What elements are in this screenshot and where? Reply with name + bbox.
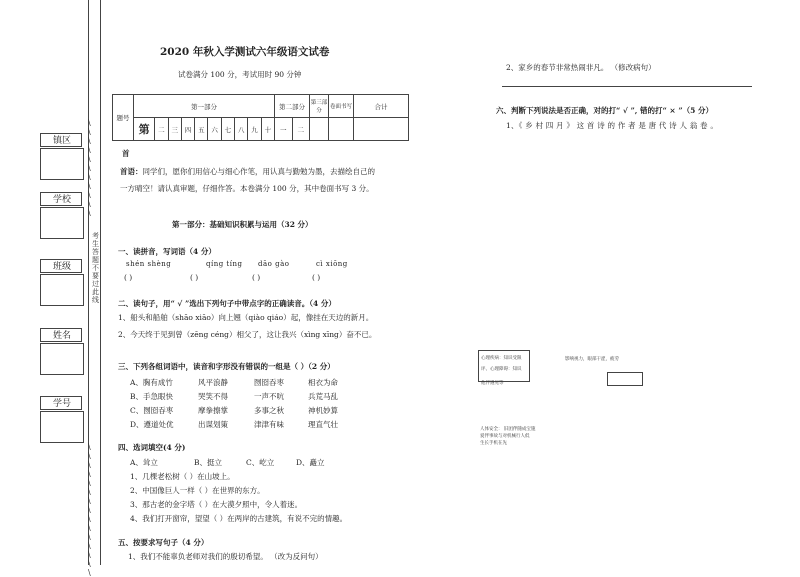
score-table-cell[interactable] — [329, 118, 354, 141]
q1-answer-blank[interactable]: ( ) — [124, 273, 133, 282]
score-table-num: 九 — [248, 118, 261, 141]
q1-pinyin: qíng tíng — [206, 260, 243, 268]
q1-answer-blank[interactable]: ( ) — [252, 273, 261, 282]
option-word: 风平浪静 — [198, 378, 228, 387]
q5-heading: 五、按要求写句子（4 分） — [118, 538, 209, 547]
preface-label: 首语： — [120, 167, 143, 176]
option-word: B、手急眼快 — [130, 392, 174, 401]
field-label-school: 学校 — [40, 192, 82, 206]
score-table-num: 十 — [261, 118, 274, 141]
score-table-part1: 第一部分 — [134, 95, 275, 118]
score-table-neat: 卷面书写 — [329, 95, 354, 118]
option-word: 多事之秋 — [254, 406, 284, 415]
option-word: A、胸有成竹 — [130, 378, 173, 387]
q2-line1: 1、船头和船舶（shāo xiāo）向上翘（qiào qiáo）起，像挂在天边的新月。 — [118, 313, 374, 322]
page-title: 2020 年秋入学测试六年级语文试卷 — [160, 46, 330, 58]
option-word: 相衣为命 — [308, 378, 338, 387]
option-word: 神机妙算 — [308, 406, 338, 415]
score-table-num: 八 — [235, 118, 248, 141]
score-table-total: 合计 — [354, 95, 409, 118]
q4-choice: A、耸立 — [130, 458, 158, 467]
score-table-num: 四 — [181, 118, 194, 141]
diagram-text: 他伴遇见等 — [481, 381, 504, 386]
q1-answer-blank[interactable]: ( ) — [312, 273, 321, 282]
q3-heading: 三、下列各组词语中，读音和字形没有错误的一组是（ ）（2 分） — [118, 362, 335, 371]
q2-line2: 2、今天终于见到曾（zēng céng）相父了，这让我兴（xìng xīng）奋不已。 — [118, 330, 377, 339]
option-word: 摩拳擦掌 — [198, 406, 228, 415]
field-label-name: 姓名 — [40, 328, 82, 342]
preface-line1 — [120, 166, 375, 177]
diagram-text: 爱伴事故与对机械行人低 — [480, 434, 530, 439]
score-table-num: 二 — [292, 118, 310, 141]
score-table-cell[interactable] — [310, 118, 329, 141]
diagram-box — [607, 372, 643, 386]
q1-pinyin: shén shèng — [126, 260, 172, 268]
q1-pinyin: cì xiōng — [316, 260, 348, 268]
option-word: 一声不吭 — [254, 392, 284, 401]
diagram-text: 影响视力，眼部干涩，疲劳 — [565, 357, 619, 362]
q4-line: 2、中国像巨人一样（ ）在世界的东方。 — [130, 486, 265, 495]
right-line2: 2、家乡的春节非常热闹非凡。 （修改病句） — [506, 63, 656, 72]
score-table-part2: 第二部分 — [275, 95, 310, 118]
option-word: 津津有味 — [254, 420, 284, 429]
field-box-town[interactable] — [40, 148, 84, 180]
part1-heading: 第一部分：基础知识积累与运用（32 分） — [172, 220, 313, 229]
option-word: 哭笑不得 — [198, 392, 228, 401]
q3-option-a[interactable] — [130, 377, 173, 388]
page-subtitle: 试卷满分 100 分，考试用时 90 分钟 — [178, 70, 302, 79]
q4-choice: C、屹立 — [246, 458, 275, 467]
answer-line[interactable] — [502, 86, 752, 87]
score-table-part3: 第三部分 — [310, 95, 329, 118]
q3-option-c[interactable] — [130, 405, 173, 416]
q6-line1: 1、《 乡 村 四 月 》 这 首 诗 的 作 者 是 唐 代 诗 人 翁 卷 。 — [506, 121, 719, 130]
no-answer-warning: 考 生 答 题 不 要 过 此 线 — [92, 232, 99, 304]
q1-heading: 一、读拼音，写词语（4 分） — [118, 247, 216, 256]
preface-line2: 一方晴空！请认真审题，仔细作答。本卷满分 100 分，其中卷面书写 3 分。 — [120, 184, 374, 193]
option-word: 兵荒马乱 — [308, 392, 338, 401]
score-table-row-label: 题号 — [113, 95, 134, 141]
field-box-school[interactable] — [40, 207, 84, 239]
q3-option-b[interactable] — [130, 391, 173, 402]
diagram-text: 生长手机在先 — [480, 441, 507, 446]
option-word: 囫囵吞枣 — [254, 378, 284, 387]
diagram-text: 人体安全： 旧团伴随成宝施 — [480, 427, 536, 432]
score-table-num: 七 — [221, 118, 234, 141]
score-table-first-char: 第 — [134, 118, 155, 141]
q1-answer-blank[interactable]: ( ) — [190, 273, 199, 282]
dash-column: \ \ \ \ \ \ \ \ \ \ \ \ \ \ \ \ \ \ \ \ \ \ \ \ \ \ — [88, 118, 91, 577]
score-table-num: 六 — [208, 118, 221, 141]
preface-heading: 首 — [122, 149, 130, 158]
field-box-name[interactable] — [40, 343, 84, 375]
field-box-id[interactable] — [40, 411, 84, 443]
score-table-num: 五 — [195, 118, 208, 141]
q4-choice: B、挺立 — [194, 458, 223, 467]
field-label-id: 学号 — [40, 396, 82, 410]
option-word: D、遵道处优 — [130, 420, 174, 429]
q2-heading: 二、读句子，用“ √ ”选出下列句子中带点字的正确读音。（4 分） — [118, 299, 336, 308]
q3-option-d[interactable] — [130, 419, 174, 430]
margin-line-2 — [100, 0, 101, 565]
score-table-cell[interactable] — [354, 118, 409, 141]
q5-line1: 1、我们不能辜负老师对我们的殷切希望。 （改为反问句） — [128, 552, 323, 561]
q4-line: 1、几棵老松树（ ）在山坡上。 — [130, 472, 235, 481]
field-label-town: 镇区 — [40, 133, 82, 147]
score-table-num: 二 — [155, 118, 168, 141]
preface-text-1: 同学们，愿你们用信心与细心作笔，用认真与勤勉为墨，去描绘自己的 — [142, 167, 375, 176]
score-table-num: 一 — [275, 118, 293, 141]
option-word: C、囫囵吞枣 — [130, 406, 174, 415]
field-label-class: 班级 — [40, 259, 82, 273]
q6-heading: 六、判断下列说法是否正确，对的打“ √ ”, 错的打“ × ”（5 分） — [496, 106, 713, 115]
score-table-num: 三 — [168, 118, 181, 141]
q4-line: 4、我们打开窗帘，望望（ ）在两岸的古建筑，有说不完的情趣。 — [130, 514, 348, 523]
q4-line: 3、那古老的金字塔（ ）在大漠夕照中，令人着迷。 — [130, 500, 303, 509]
field-box-class[interactable] — [40, 274, 84, 306]
diagram-text: 评、心理障碍：知识 — [481, 367, 522, 372]
q1-pinyin: dāo gào — [258, 260, 290, 268]
option-word: 理直气壮 — [308, 420, 338, 429]
score-table — [112, 94, 409, 141]
option-word: 出谋划策 — [198, 420, 228, 429]
q4-heading: 四、选词填空(4 分) — [118, 443, 186, 452]
q4-choice: D、矗立 — [296, 458, 325, 467]
diagram-text: 心理疾病：知识受限 — [481, 356, 522, 361]
